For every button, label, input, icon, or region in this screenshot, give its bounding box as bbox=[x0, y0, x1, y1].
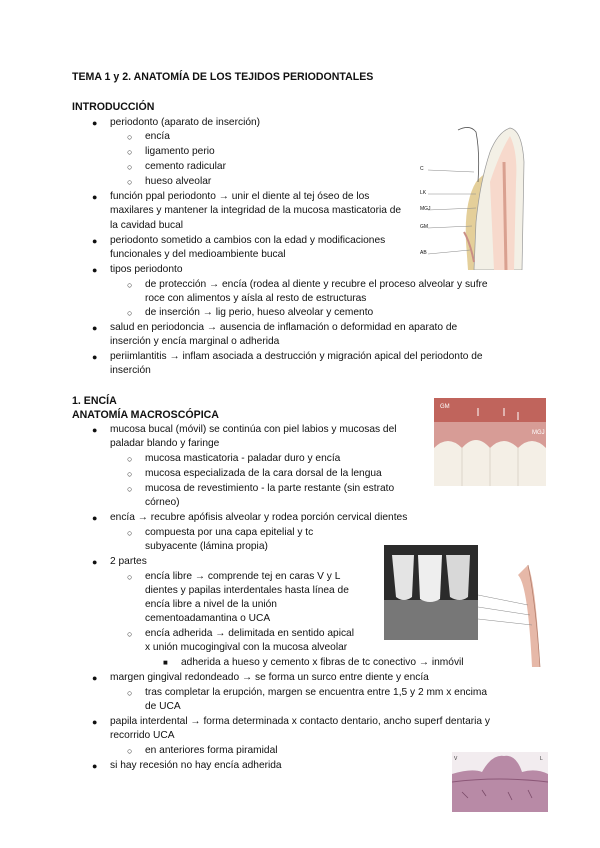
text-funcion: función ppal periodonto → unir el diente al tej óseo de los bbox=[110, 191, 370, 202]
figure-label: GM bbox=[420, 224, 429, 230]
section-heading-introduccion: INTRODUCCIÓN bbox=[72, 101, 155, 113]
text-salud: salud en periodoncia → ausencia de inflamación o deformidad en aparato de bbox=[110, 322, 458, 333]
square-bullet-icon: ■ bbox=[163, 658, 168, 667]
circle-bullet-icon: ○ bbox=[127, 528, 133, 538]
figure-label: GM bbox=[440, 404, 450, 410]
bullet-icon: ● bbox=[92, 761, 98, 771]
circle-bullet-icon: ○ bbox=[127, 280, 133, 290]
text-piramidal: en anteriores forma piramidal bbox=[145, 745, 278, 756]
text-papila: recorrido UCA bbox=[110, 730, 175, 741]
svg-text:V: V bbox=[454, 756, 458, 762]
text-papila: papila interdental → forma determinada x contacto dentario, ancho superf dentaria y bbox=[110, 716, 490, 727]
circle-bullet-icon: ○ bbox=[127, 484, 133, 494]
bullet-icon: ● bbox=[92, 118, 98, 128]
text-margen: margen gingival redondeado → se forma un surco entre diente y encía bbox=[110, 672, 429, 683]
bullet-icon: ● bbox=[92, 236, 98, 246]
tooth-anatomy-figure bbox=[418, 122, 530, 270]
circle-bullet-icon: ○ bbox=[127, 177, 133, 187]
gingiva-photo bbox=[434, 398, 546, 486]
text-mucosa: paladar blando y faringe bbox=[110, 438, 220, 449]
gum-photo-icon bbox=[434, 398, 546, 486]
text-libre: encía libre → comprende tej en caras V y L bbox=[145, 571, 341, 582]
text-erupcion: tras completar la erupción, margen se encuentra entre 1,5 y 2 mm x encima bbox=[145, 687, 488, 698]
text-proteccion: de protección → encía (rodea al diente y recubre el proceso alveolar y sufre bbox=[145, 279, 488, 290]
teeth-grayscale-photo bbox=[384, 545, 478, 640]
list-item: cemento radicular bbox=[145, 161, 226, 172]
list-item: mucosa masticatoria - paladar duro y encía bbox=[145, 453, 341, 464]
text-insercion: de inserción → lig perio, hueso alveolar y cemento bbox=[145, 307, 374, 318]
text-libre: encía libre a nivel de la unión bbox=[145, 599, 277, 610]
list-item: mucosa de revestimiento - la parte restante (sin estrato bbox=[145, 483, 395, 494]
text-sometido: funcionales y del medioambiente bucal bbox=[110, 249, 286, 260]
list-item: mucosa especializada de la cara dorsal de la lengua bbox=[145, 468, 382, 479]
text-periimplantitis: inserción bbox=[110, 365, 151, 376]
histology-figure bbox=[452, 752, 548, 812]
text-sometido: periodonto sometido a cambios con la edad y modificaciones bbox=[110, 235, 386, 246]
subheading-anatomia: ANATOMÍA MACROSCÓPICA bbox=[72, 409, 219, 421]
circle-bullet-icon: ○ bbox=[127, 162, 133, 172]
bullet-icon: ● bbox=[92, 673, 98, 683]
circle-bullet-icon: ○ bbox=[127, 572, 133, 582]
bullet-icon: ● bbox=[92, 513, 98, 523]
text-funcion: maxilares y mantener la integridad de la mucosa masticatoria de bbox=[110, 205, 402, 216]
text-libre: cementoadamantina o UCA bbox=[145, 613, 271, 624]
figure-label: AB bbox=[420, 250, 427, 256]
bullet-icon: ● bbox=[92, 352, 98, 362]
text-periimplantitis: periimlantitis → inflam asociada a destrucción y migración apical del periodonto de bbox=[110, 351, 483, 362]
figure-label: MGJ bbox=[420, 206, 431, 212]
circle-bullet-icon: ○ bbox=[127, 454, 133, 464]
text-recubre: encía → recubre apófisis alveolar y rodea porción cervical dientes bbox=[110, 512, 408, 523]
section-heading-encia: 1. ENCÍA bbox=[72, 395, 117, 407]
text-erupcion: de UCA bbox=[145, 701, 181, 712]
circle-bullet-icon: ○ bbox=[127, 746, 133, 756]
gingiva-section-diagram bbox=[478, 545, 552, 667]
section-diagram-icon bbox=[478, 545, 552, 667]
text-funcion: la cavidad bucal bbox=[110, 220, 184, 231]
text-adherida-sub: adherida a hueso y cemento x fibras de tc conectivo → inmóvil bbox=[181, 657, 464, 668]
text-recesion: si hay recesión no hay encía adherida bbox=[110, 760, 282, 771]
svg-text:L: L bbox=[540, 756, 543, 762]
bullet-icon: ● bbox=[92, 717, 98, 727]
circle-bullet-icon: ○ bbox=[127, 147, 133, 157]
figure-label: C bbox=[420, 166, 424, 172]
histology-icon bbox=[452, 752, 548, 812]
teeth-photo-icon bbox=[384, 545, 478, 640]
text-salud: inserción y encía marginal o adherida bbox=[110, 336, 280, 347]
text-proteccion: roce con alimentos y aísla al resto de estructuras bbox=[145, 293, 367, 304]
text-compuesta: subyacente (lámina propia) bbox=[145, 541, 268, 552]
list-item: córneo) bbox=[145, 497, 180, 508]
bullet-icon: ● bbox=[92, 557, 98, 567]
list-item: hueso alveolar bbox=[145, 176, 212, 187]
circle-bullet-icon: ○ bbox=[127, 469, 133, 479]
bullet-icon: ● bbox=[92, 323, 98, 333]
text-mucosa: mucosa bucal (móvil) se continúa con piel labios y mucosas del bbox=[110, 424, 397, 435]
text-compuesta: compuesta por una capa epitelial y tc bbox=[145, 527, 314, 538]
figure-label: MGJ bbox=[532, 430, 545, 436]
text-libre: dientes y papilas interdentales hasta línea de bbox=[145, 585, 349, 596]
list-item: encía bbox=[145, 131, 170, 142]
list-item: ligamento perio bbox=[145, 146, 215, 157]
text-adherida: encía adherida → delimitada en sentido apical bbox=[145, 628, 354, 639]
figure-label: LK bbox=[420, 190, 427, 196]
circle-bullet-icon: ○ bbox=[127, 688, 133, 698]
text-tipos: tipos periodonto bbox=[110, 264, 183, 275]
circle-bullet-icon: ○ bbox=[127, 132, 133, 142]
circle-bullet-icon: ○ bbox=[127, 629, 133, 639]
tooth-diagram-icon bbox=[418, 122, 530, 270]
text-adherida: x unión mucogingival con la mucosa alveolar bbox=[145, 642, 348, 653]
bullet-icon: ● bbox=[92, 192, 98, 202]
text-periodonto: periodonto (aparato de inserción) bbox=[110, 117, 261, 128]
document-title: TEMA 1 y 2. ANATOMÍA DE LOS TEJIDOS PERIODONTALES bbox=[72, 71, 374, 83]
circle-bullet-icon: ○ bbox=[127, 308, 133, 318]
bullet-icon: ● bbox=[92, 265, 98, 275]
text-dos-partes: 2 partes bbox=[110, 556, 147, 567]
bullet-icon: ● bbox=[92, 425, 98, 435]
